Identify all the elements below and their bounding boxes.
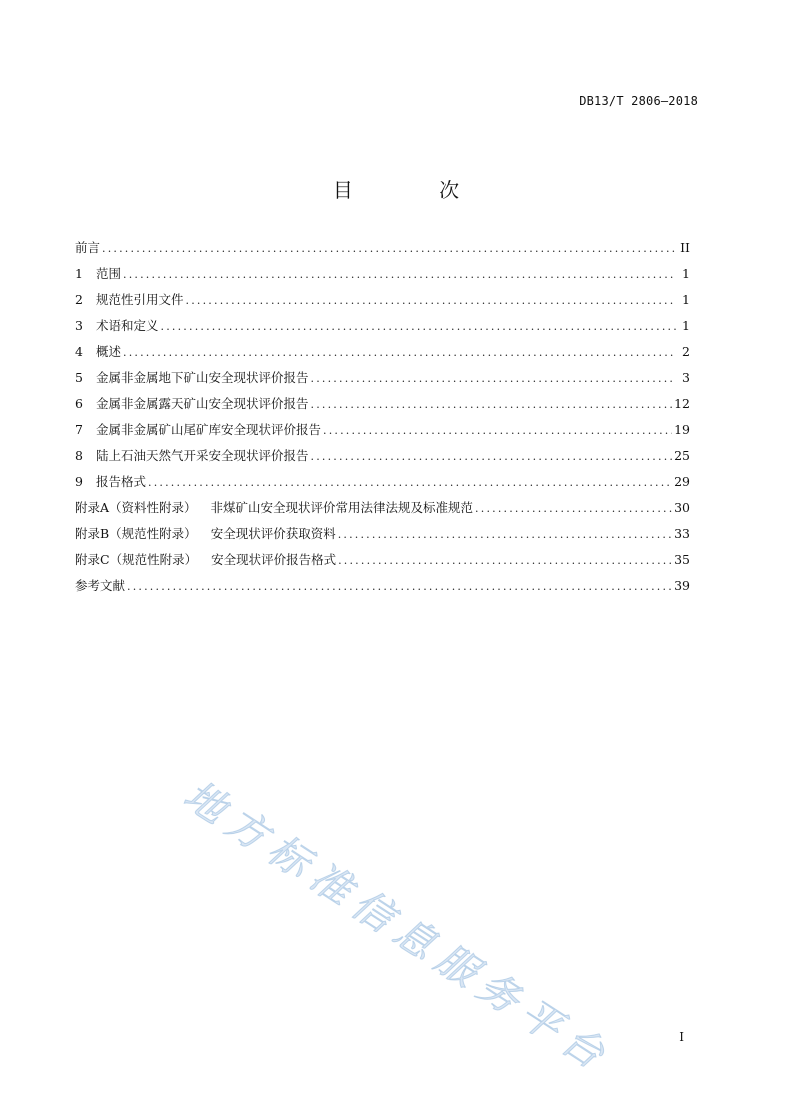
toc-title: 目 次 <box>332 178 500 202</box>
toc-section-number: 3 <box>75 318 83 333</box>
toc-page-number: 39 <box>674 578 690 593</box>
toc-entry-title: 前言 <box>75 240 101 255</box>
toc-entry-title: 报告格式 <box>96 474 147 489</box>
toc-dot-leader <box>475 496 672 522</box>
toc-section-number: 4 <box>75 344 83 359</box>
toc-dot-leader <box>127 574 672 600</box>
toc-entry-label-group <box>75 573 125 599</box>
toc-entry-title: 安全现状评价报告格式 <box>211 552 337 567</box>
toc-annex-designation: 附录C（规范性附录） <box>75 552 198 567</box>
toc-page-number: II <box>680 240 690 255</box>
toc-entry[interactable] <box>75 261 690 287</box>
toc-dot-leader <box>323 418 672 444</box>
toc-entry-label-group <box>75 365 309 391</box>
toc-entry-label-group <box>75 235 100 261</box>
toc-entry-title: 陆上石油天然气开采安全现状评价报告 <box>96 448 309 463</box>
toc-page-number: 33 <box>674 526 690 541</box>
toc-dot-leader <box>123 262 676 288</box>
toc-entry-label-group <box>75 521 336 547</box>
toc-entry-label-group <box>75 287 184 313</box>
toc-page-number: 1 <box>682 318 690 333</box>
toc-entry-label-group <box>75 261 121 287</box>
toc-section-number: 8 <box>75 448 83 463</box>
toc-dot-leader <box>311 444 673 470</box>
toc-entry-label-group <box>75 391 309 417</box>
toc-page-number: 1 <box>682 292 690 307</box>
toc-entry-title: 概述 <box>96 344 122 359</box>
toc-entry-title: 金属非金属地下矿山安全现状评价报告 <box>96 370 309 385</box>
toc-entry[interactable] <box>75 313 690 339</box>
toc-annex-designation: 附录A（资料性附录） <box>75 500 197 515</box>
toc-entry[interactable] <box>75 521 690 547</box>
toc-page-number: 25 <box>674 448 690 463</box>
toc-entry[interactable] <box>75 495 690 521</box>
toc-entry[interactable] <box>75 365 690 391</box>
toc-page-number: 1 <box>682 266 690 281</box>
toc-dot-leader <box>123 340 676 366</box>
toc-page-number: 3 <box>682 370 690 385</box>
toc-dot-leader <box>148 470 672 496</box>
toc-entry-label-group <box>75 443 309 469</box>
toc-dot-leader <box>102 236 676 262</box>
toc-entry[interactable] <box>75 339 690 365</box>
toc-entry-title: 参考文献 <box>75 578 126 593</box>
toc-entry-label-group <box>75 313 159 339</box>
toc-entry[interactable] <box>75 235 690 261</box>
toc-section-number: 1 <box>75 266 83 281</box>
table-of-contents <box>75 235 690 599</box>
toc-dot-leader <box>338 522 672 548</box>
toc-entry-label-group <box>75 547 336 573</box>
toc-entry-title: 安全现状评价获取资料 <box>210 526 336 541</box>
toc-page-number: 29 <box>674 474 690 489</box>
toc-dot-leader <box>311 366 676 392</box>
toc-dot-leader <box>338 548 672 574</box>
toc-entry[interactable] <box>75 391 690 417</box>
toc-section-number: 5 <box>75 370 83 385</box>
toc-section-number: 6 <box>75 396 83 411</box>
toc-entry-label-group <box>75 339 121 365</box>
toc-dot-leader <box>186 288 676 314</box>
toc-entry-title: 术语和定义 <box>96 318 159 333</box>
toc-dot-leader <box>311 392 673 418</box>
toc-entry[interactable] <box>75 443 690 469</box>
toc-page-number: 12 <box>674 396 690 411</box>
toc-entry-title: 规范性引用文件 <box>96 292 184 307</box>
toc-page-number: 2 <box>682 344 690 359</box>
toc-entry-title: 金属非金属露天矿山安全现状评价报告 <box>96 396 309 411</box>
page-number: I <box>679 1030 684 1044</box>
toc-entry-label-group <box>75 469 146 495</box>
toc-entry-label-group <box>75 495 473 521</box>
toc-section-number: 2 <box>75 292 83 307</box>
toc-entry-title: 非煤矿山安全现状评价常用法律法规及标准规范 <box>210 500 474 515</box>
toc-entry[interactable] <box>75 547 690 573</box>
toc-page-number: 19 <box>674 422 690 437</box>
toc-entry[interactable] <box>75 573 690 599</box>
toc-entry-title: 金属非金属矿山尾矿库安全现状评价报告 <box>96 422 322 437</box>
toc-section-number: 7 <box>75 422 83 437</box>
toc-page-number: 30 <box>674 500 690 515</box>
document-code: DB13/T 2806—2018 <box>579 94 698 108</box>
toc-page-number: 35 <box>674 552 690 567</box>
toc-entry-label-group <box>75 417 321 443</box>
toc-annex-designation: 附录B（规范性附录） <box>75 526 197 541</box>
toc-section-number: 9 <box>75 474 83 489</box>
toc-entry[interactable] <box>75 417 690 443</box>
toc-entry[interactable] <box>75 469 690 495</box>
toc-dot-leader <box>161 314 676 340</box>
watermark: 地方标准信息服务平台 <box>175 772 620 1084</box>
toc-entry-title: 范围 <box>96 266 122 281</box>
toc-entry[interactable] <box>75 287 690 313</box>
